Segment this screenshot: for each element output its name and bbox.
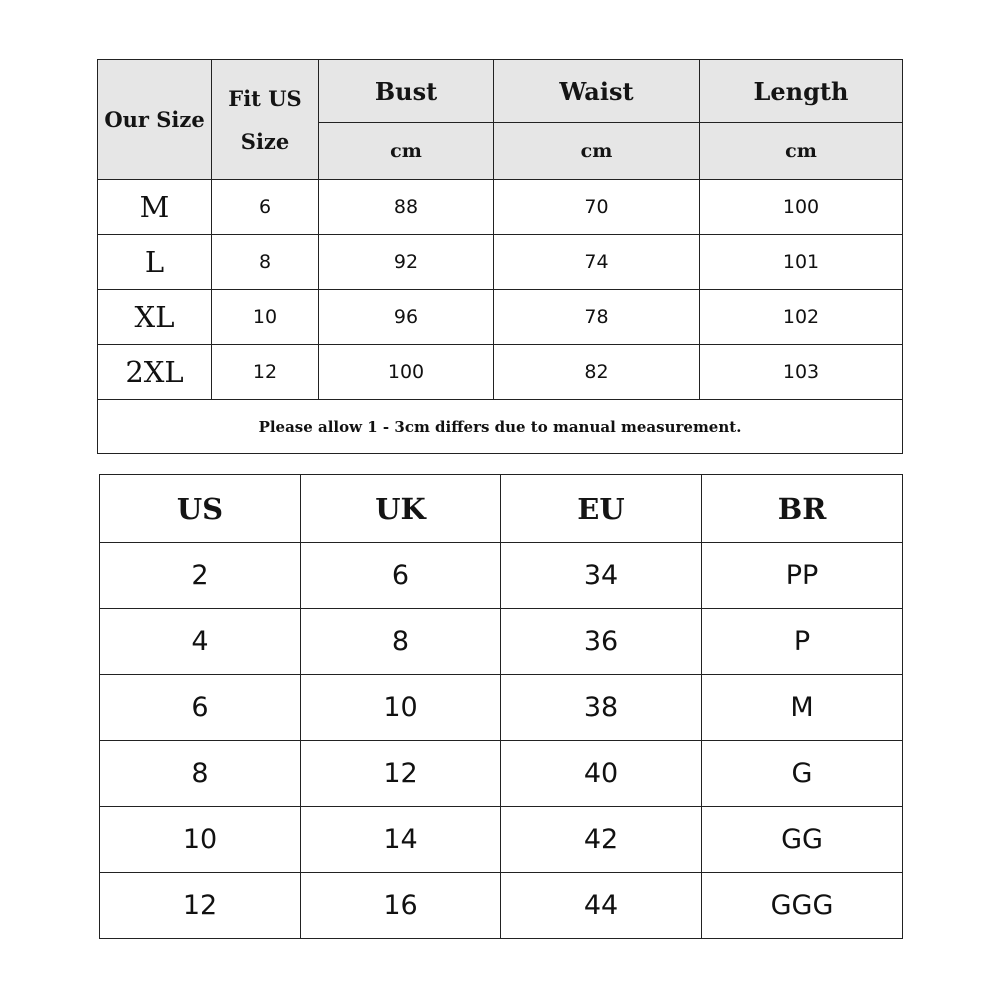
fit-us-value: 12 — [212, 345, 319, 400]
uk-value: 16 — [301, 873, 501, 939]
eu-value: 40 — [501, 741, 702, 807]
us-value: 8 — [100, 741, 301, 807]
table-row — [100, 807, 903, 873]
length-value: 103 — [700, 345, 903, 400]
size-label: L — [98, 235, 212, 290]
length-value: 100 — [700, 180, 903, 235]
size-label: 2XL — [98, 345, 212, 400]
us-value: 12 — [100, 873, 301, 939]
br-value: G — [702, 741, 903, 807]
eu-value: 38 — [501, 675, 702, 741]
us-header: US — [100, 475, 301, 543]
bust-header: Bust — [319, 60, 494, 123]
br-header: BR — [702, 475, 903, 543]
our-size-header — [98, 60, 212, 180]
waist-value: 70 — [494, 180, 700, 235]
us-value: 6 — [100, 675, 301, 741]
length-value: 102 — [700, 290, 903, 345]
us-value: 4 — [100, 609, 301, 675]
table-row — [100, 873, 903, 939]
us-value: 2 — [100, 543, 301, 609]
size-label: XL — [98, 290, 212, 345]
eu-value: 44 — [501, 873, 702, 939]
br-value: GG — [702, 807, 903, 873]
waist-value: 78 — [494, 290, 700, 345]
uk-value: 14 — [301, 807, 501, 873]
uk-value: 12 — [301, 741, 501, 807]
length-value: 101 — [700, 235, 903, 290]
eu-value: 34 — [501, 543, 702, 609]
our-size-header-label: Our Size — [104, 107, 205, 132]
fit-us-header-line2: Size — [240, 128, 290, 154]
uk-header: UK — [301, 475, 501, 543]
bust-value: 100 — [319, 345, 494, 400]
length-unit: cm — [700, 123, 903, 180]
uk-value: 6 — [301, 543, 501, 609]
waist-value: 82 — [494, 345, 700, 400]
eu-header: EU — [501, 475, 702, 543]
size-row-xl — [98, 290, 903, 345]
br-value: PP — [702, 543, 903, 609]
waist-unit: cm — [494, 123, 700, 180]
table-row — [100, 675, 903, 741]
measurement-note: Please allow 1 - 3cm differs due to manual measurement. — [98, 400, 903, 454]
table-row — [100, 543, 903, 609]
eu-value: 36 — [501, 609, 702, 675]
table-row — [100, 609, 903, 675]
table-row — [100, 741, 903, 807]
waist-header: Waist — [494, 60, 700, 123]
bust-value: 88 — [319, 180, 494, 235]
size-row-l — [98, 235, 903, 290]
waist-value: 74 — [494, 235, 700, 290]
size-measurement-table — [97, 59, 903, 454]
us-value: 10 — [100, 807, 301, 873]
length-header: Length — [700, 60, 903, 123]
conversion-header-row — [100, 475, 903, 543]
bust-value: 92 — [319, 235, 494, 290]
size-conversion-table — [99, 474, 903, 939]
br-value: P — [702, 609, 903, 675]
size-row-m — [98, 180, 903, 235]
br-value: GGG — [702, 873, 903, 939]
fit-us-value: 8 — [212, 235, 319, 290]
eu-value: 42 — [501, 807, 702, 873]
uk-value: 8 — [301, 609, 501, 675]
fit-us-size-header — [212, 60, 319, 180]
size-table-header-row — [98, 60, 903, 123]
fit-us-value: 6 — [212, 180, 319, 235]
size-row-2xl — [98, 345, 903, 400]
br-value: M — [702, 675, 903, 741]
fit-us-header-line1: Fit US — [228, 85, 302, 111]
fit-us-value: 10 — [212, 290, 319, 345]
size-label: M — [98, 180, 212, 235]
bust-unit: cm — [319, 123, 494, 180]
uk-value: 10 — [301, 675, 501, 741]
bust-value: 96 — [319, 290, 494, 345]
size-table-note-row — [98, 400, 903, 454]
